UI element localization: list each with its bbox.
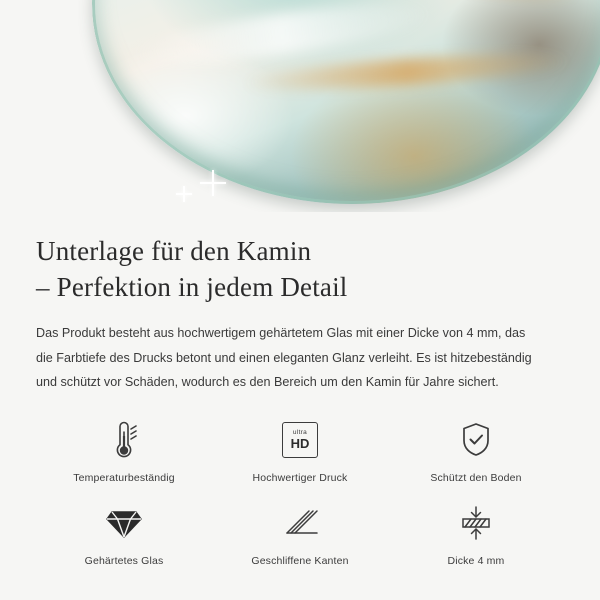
polished-edges-icon (279, 500, 321, 546)
sparkle-icon (176, 186, 192, 202)
thickness-arrows-icon (455, 500, 497, 546)
feature-high-quality-print (212, 417, 388, 484)
feature-temperature-resistant (36, 417, 212, 484)
hero-image (0, 0, 600, 212)
page-title (36, 234, 564, 305)
feature-label: Hochwertiger Druck (252, 471, 348, 484)
badge-top-text: ultra (292, 428, 308, 436)
ultra-hd-badge-icon (282, 417, 318, 463)
badge-bottom-text: HD (290, 436, 310, 452)
thermometer-icon (104, 417, 144, 463)
feature-label: Dicke 4 mm (447, 554, 505, 567)
glass-edge (92, 0, 600, 204)
feature-label: Geschliffene Kanten (251, 554, 349, 567)
feature-polished-edges (212, 500, 388, 567)
feature-label: Gehärtetes Glas (84, 554, 164, 567)
headline-line-2: – Perfektion in jedem Detail (36, 271, 348, 302)
shield-check-icon (456, 417, 496, 463)
headline-line-1: Unterlage für den Kamin (36, 236, 312, 266)
feature-protects-floor (388, 417, 564, 484)
feature-label: Schützt den Boden (430, 471, 522, 484)
description-paragraph: Das Produkt besteht aus hochwertigem gehärtetem Glas mit einer Dicke von 4 mm, das die Farbtiefe des Drucks betont und einen eleganten Glanz verleiht. Es ist hitzebeständig und schützt vor Schäden, wodurch es den Bereich um den Kamin für Jahre sichert. (36, 326, 532, 390)
glass-disc-image (92, 0, 600, 204)
feature-tempered-glass (36, 500, 212, 567)
feature-grid (36, 417, 564, 567)
feature-thickness (388, 500, 564, 567)
diamond-icon (103, 500, 145, 546)
text-content (0, 212, 600, 567)
feature-label: Temperaturbeständig (73, 471, 175, 484)
